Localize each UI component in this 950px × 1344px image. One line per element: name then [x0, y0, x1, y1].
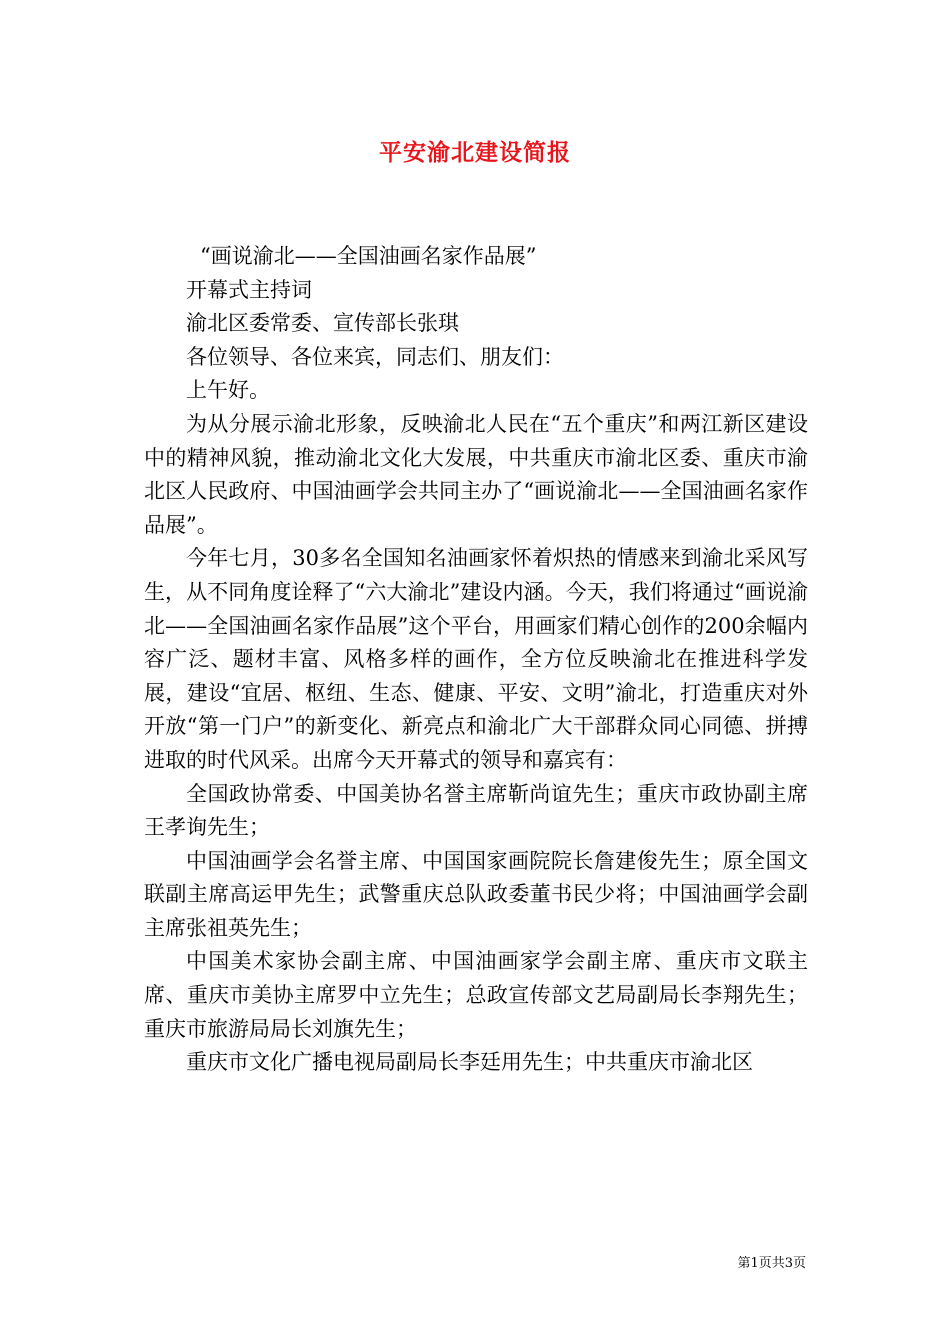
paragraph-guests-1: 全国政协常委、中国美协名誉主席靳尚谊先生；重庆市政协副主席王孝询先生； [144, 781, 808, 840]
page-number: 第1页共3页 [737, 1256, 806, 1271]
paragraph-exhibition-name: “画说渝北——全国油画名家作品展” [200, 244, 537, 268]
paragraph-guests-4: 重庆市文化广播电视局副局长李廷用先生；中共重庆市渝北区 [186, 1050, 753, 1075]
paragraph-exhibition-details: 今年七月，30多名全国知名油画家怀着炽热的情感来到渝北采风写生，从不同角度诠释了“六大渝北”建设内涵。今天，我们将通过“画说渝北——全国油画名家作品展”这个平台，用画家们精心创作的200余幅内容广泛、题材丰富、风格多样的画作，全方位反映渝北在推进科学发展，建设“宜居、枢纽、生态、健康、平安、文明”渝北，打造重庆对外开放“第一门户”的新变化、新亮点和渝北广大干部群众同心同德、拼搏进取的时代风采。出席今天开幕式的领导和嘉宾有： [144, 546, 808, 772]
document-body [144, 240, 808, 1080]
paragraph-guests-2: 中国油画学会名誉主席、中国国家画院院长詹建俊先生；原全国文联副主席高运甲先生；武警重庆总队政委董书民少将；中国油画学会副主席张祖英先生； [144, 848, 808, 940]
paragraph-introduction: 为从分展示渝北形象，反映渝北人民在“五个重庆”和两江新区建设中的精神风貌，推动渝北文化大发展，中共重庆市渝北区委、重庆市渝北区人民政府、中国油画学会共同主办了“画说渝北——全国油画名家作品展”。 [144, 411, 808, 537]
paragraph-greeting: 上午好。 [186, 378, 270, 403]
paragraph-salutation: 各位领导、各位来宾，同志们、朋友们： [186, 344, 564, 369]
paragraph-guests-3: 中国美术家协会副主席、中国油画家学会副主席、重庆市文联主席、重庆市美协主席罗中立先生；总政宣传部文艺局副局长李翔先生；重庆市旅游局局长刘旗先生； [144, 949, 808, 1041]
document-title: 平安渝北建设简报 [379, 139, 571, 166]
paragraph-speech-type: 开幕式主持词 [186, 277, 312, 302]
paragraph-speaker: 渝北区委常委、宣传部长张琪 [186, 311, 459, 336]
